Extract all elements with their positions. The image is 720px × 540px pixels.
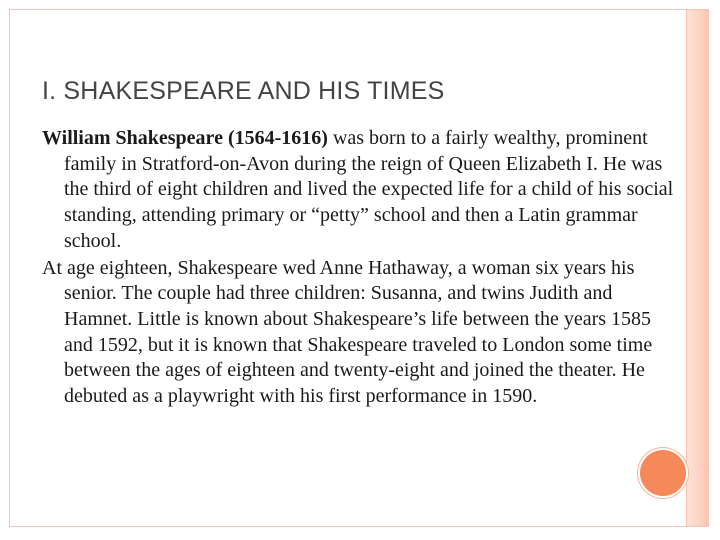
paragraph-marriage-and-career [42,256,682,410]
decorative-side-stripe [686,10,709,526]
paragraph-text: At age eighteen, Shakespeare wed Anne Hathaway, a woman six years his senior. The couple had three children: Susanna, and twins Judith and Hamnet. Little is known about Shakespeare’s life between the years 1585 and 1592, but it is known that Shakespeare traveled to London some time between the ages of eighteen and twenty-eight and joined the theater. He debuted as a playwright with his first performance in 1590. [42,256,653,408]
paragraph-text: was born to a fairly wealthy, prominent family in Stratford-on-Avon during the reign of Queen Elizabeth I. He was the third of eight children and lived the expected life for a child of his social standing, attending primary or “petty” school and then a Latin grammar school. [64,127,674,252]
slide-body [42,126,682,411]
decorative-circle [640,450,686,496]
paragraph-birth-and-childhood [42,126,682,255]
paragraph-lead-bold: William Shakespeare (1564-1616) [42,127,328,149]
slide-title: I. SHAKESPEARE AND HIS TIMES [42,77,445,105]
